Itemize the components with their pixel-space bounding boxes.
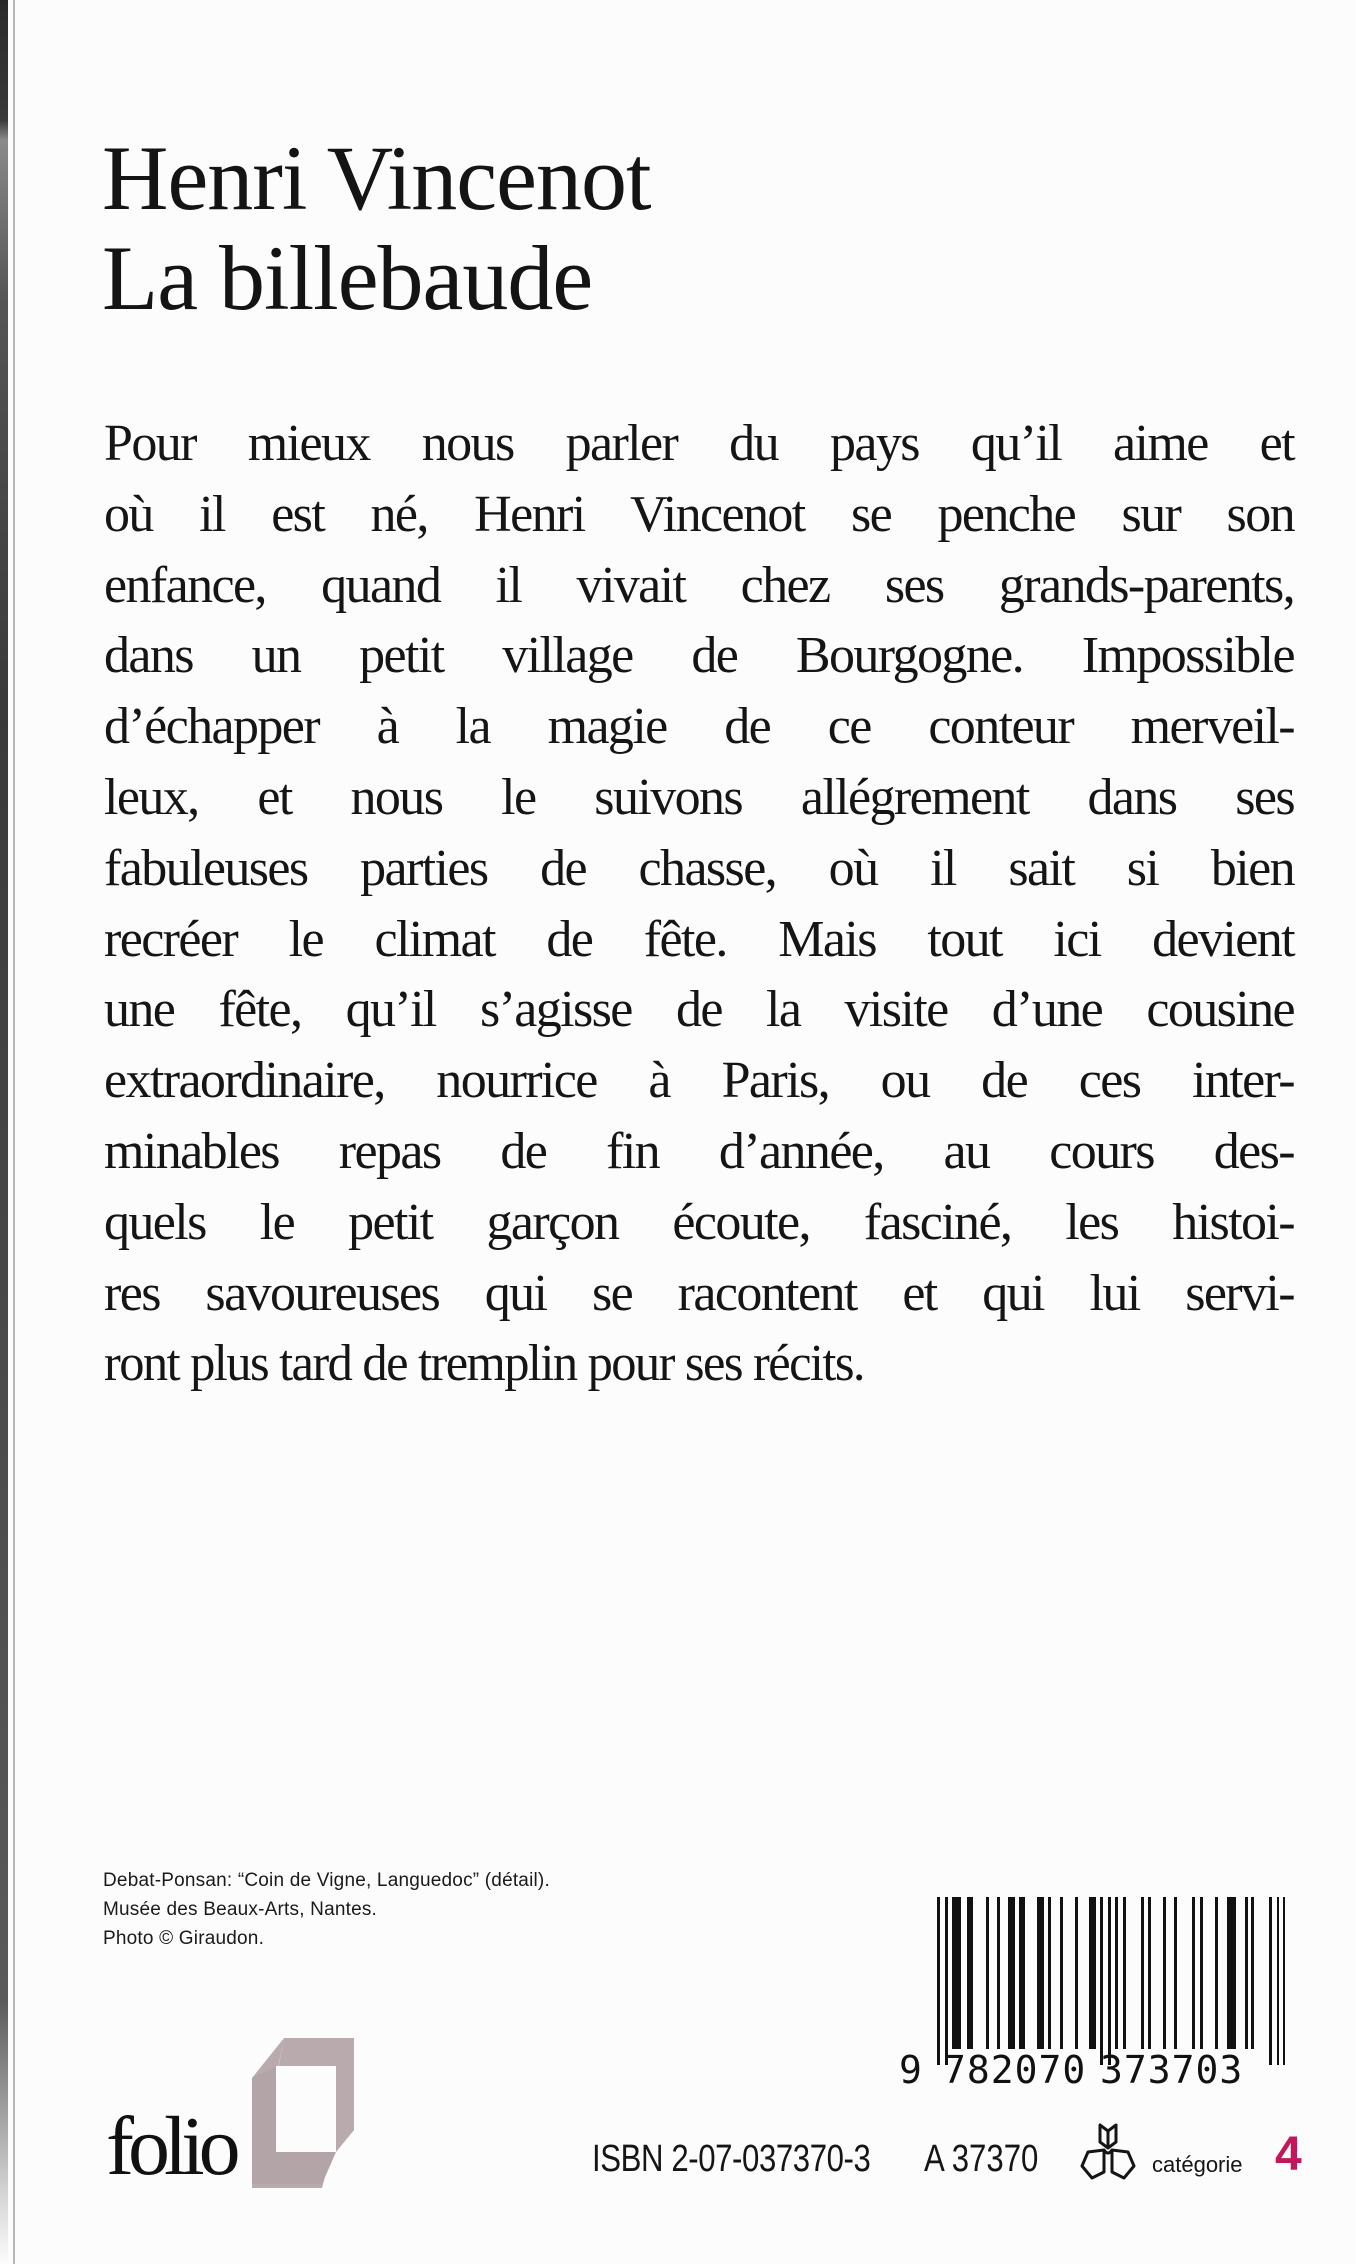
folio-wordmark: folio [106, 2100, 235, 2193]
book-title: La billebaude [102, 227, 593, 329]
gallimard-books-icon [1080, 2122, 1136, 2184]
blurb-line: extraordinaire, nourrice à Paris, ou de ces inter- [104, 1052, 1294, 1110]
author-name: Henri Vincenot [102, 127, 651, 229]
blurb-line: fabuleuses parties de chasse, où il sait si bien [104, 839, 1294, 897]
blurb-line: Pour mieux nous parler du pays qu’il aime et [104, 415, 1294, 472]
credit-line-photo: Photo © Giraudon. [103, 1928, 265, 1949]
isbn-number: ISBN 2-07-037370-3 [592, 2138, 871, 2180]
credit-line-museum: Musée des Beaux-Arts, Nantes. [103, 1899, 378, 1920]
blurb-line: recréer le climat de fête. Mais tout ici devient [104, 910, 1294, 968]
spine-crease [13, 0, 15, 2264]
catalog-reference: A 37370 [924, 2138, 1039, 2180]
folio-logo [104, 2038, 364, 2198]
blurb-line: où il est né, Henri Vincenot se penche sur son [104, 485, 1294, 543]
blurb-line: enfance, quand il vivait chez ses grands-parents, [104, 556, 1294, 614]
blurb-line: une fête, qu’il s’agisse de la visite d’une cousine [104, 981, 1294, 1039]
spine-edge [0, 0, 8, 2264]
blurb-line: dans un petit village de Bourgogne. Impossible [104, 627, 1294, 685]
credit-line-painting: Debat-Ponsan: “Coin de Vigne, Languedoc” (détail). [103, 1870, 550, 1891]
blurb-line: minables repas de fin d’année, au cours des- [104, 1122, 1294, 1180]
category-label: catégorie [1152, 2152, 1243, 2177]
blurb-line: leux, et nous le suivons allégrement dans ses [104, 768, 1294, 826]
ean-barcode [895, 1895, 1295, 2095]
barcode-first-digit: 9 [899, 2048, 922, 2092]
cover-credits [103, 1866, 550, 1953]
blurb-line: res savoureuses qui se racontent et qui lui servi- [104, 1264, 1294, 1322]
barcode-left-digits: 782070 [943, 2048, 1087, 2092]
barcode-right-digits: 373703 [1100, 2048, 1244, 2092]
title-block [102, 128, 651, 328]
category-number: 4 [1275, 2128, 1302, 2181]
folio-frame-icon [252, 2038, 362, 2190]
blurb-paragraph [104, 409, 1294, 1400]
barcode-digits [895, 2045, 1295, 2095]
blurb-line: quels le petit garçon écoute, fasciné, les histoi- [104, 1193, 1294, 1251]
blurb-line: d’échapper à la magie de ce conteur merveil- [104, 698, 1294, 756]
blurb-line: ront plus tard de tremplin pour ses récits. [104, 1335, 864, 1393]
